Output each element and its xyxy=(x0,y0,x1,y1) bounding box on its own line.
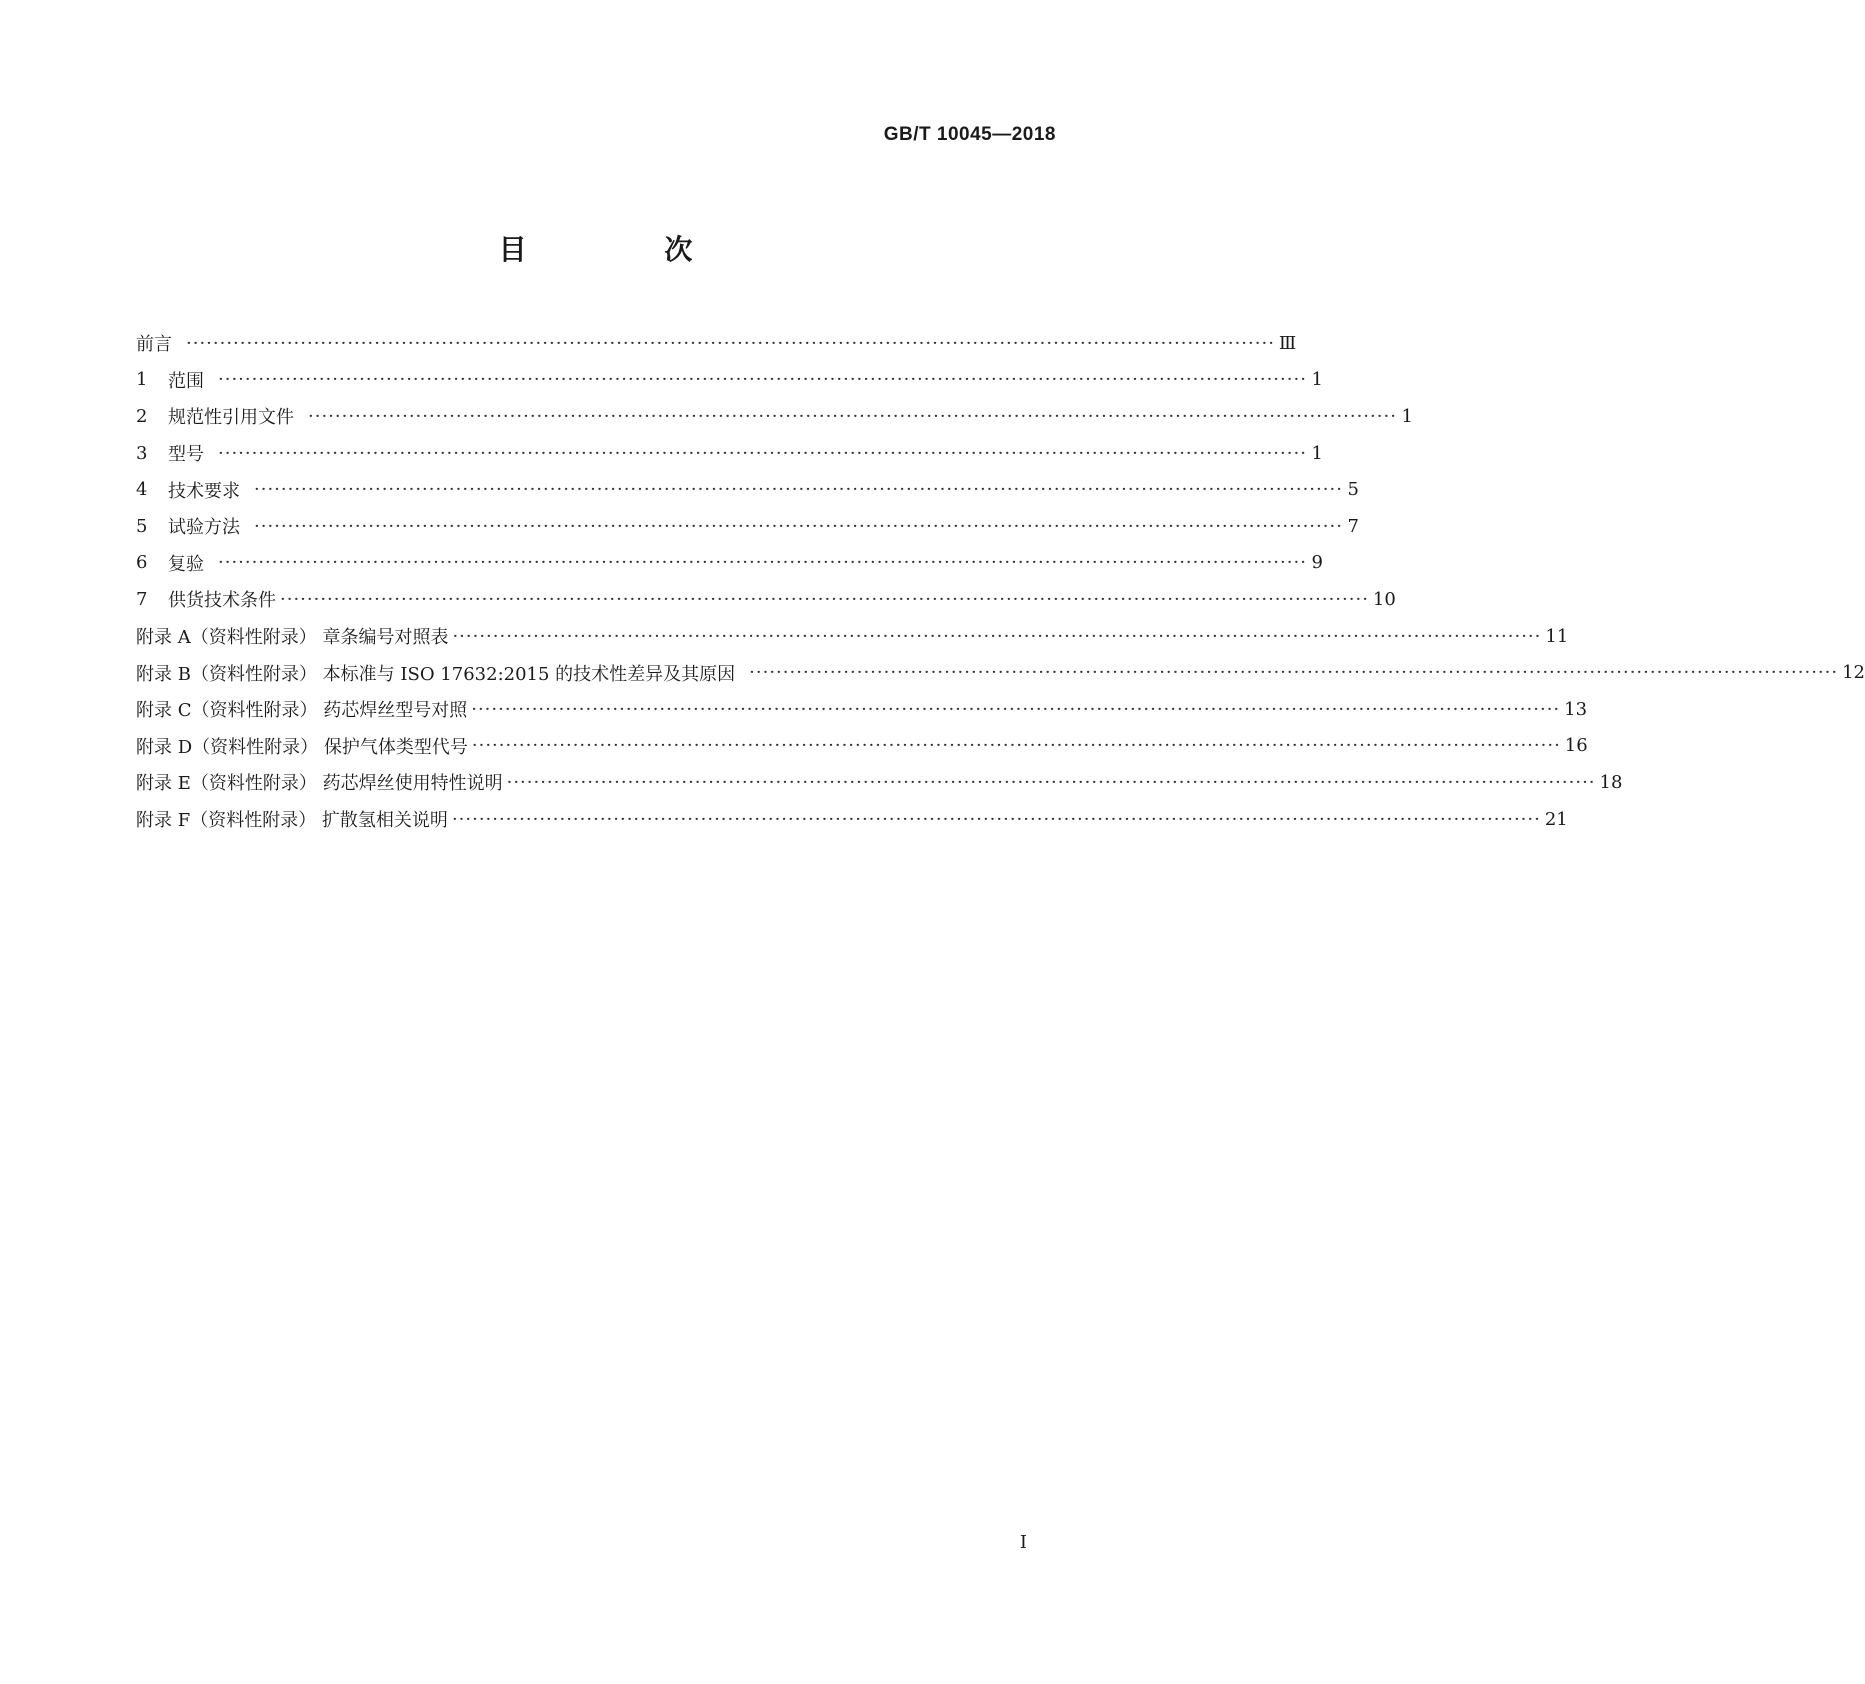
table-of-contents xyxy=(136,325,1865,837)
toc-entry-annex-e[interactable] xyxy=(136,764,1623,801)
toc-entry-label: 范围 xyxy=(168,370,204,392)
toc-entry-label: 附录 B（资料性附录） 本标准与 ISO 17632:2015 的技术性差异及其原因 xyxy=(136,663,736,685)
toc-entry-label: 附录 E（资料性附录） 药芯焊丝使用特性说明 xyxy=(136,773,503,795)
toc-entry-normative-references[interactable] xyxy=(136,398,1413,435)
toc-entry-label: 附录 A（资料性附录） 章条编号对照表 xyxy=(136,627,449,649)
toc-entry-number: 6 xyxy=(136,552,148,574)
toc-entry-page: 11 xyxy=(1545,625,1569,647)
toc-entry-test-methods[interactable] xyxy=(136,508,1359,545)
toc-leader-dots: ·································································································································································· xyxy=(218,442,1307,464)
toc-entry-label: 附录 F（资料性附录） 扩散氢相关说明 xyxy=(136,810,448,832)
toc-leader-dots: ·································································································································································· xyxy=(254,515,1343,537)
toc-entry-label: 试验方法 xyxy=(168,517,240,539)
standard-code: GB/T 10045—2018 xyxy=(883,124,1056,145)
toc-leader-dots: ·································································································································································· xyxy=(451,808,1541,830)
toc-leader-dots: ·································································································································································· xyxy=(218,552,1307,574)
toc-entry-foreword[interactable] xyxy=(136,325,1297,362)
toc-entry-page: Ⅲ xyxy=(1278,332,1297,354)
toc-entry-model[interactable] xyxy=(136,435,1323,472)
toc-entry-retest[interactable] xyxy=(136,545,1323,582)
toc-entry-number: 7 xyxy=(136,588,148,610)
toc-entry-page: 9 xyxy=(1311,552,1323,574)
toc-entry-supply-conditions[interactable] xyxy=(136,581,1396,618)
toc-leader-dots: ·································································································································································· xyxy=(308,405,1397,427)
page-title: 目 次 xyxy=(498,233,757,266)
toc-entry-label: 供货技术条件 xyxy=(168,590,276,612)
toc-entry-page: 5 xyxy=(1347,479,1359,501)
toc-entry-annex-b[interactable] xyxy=(136,654,1865,691)
toc-leader-dots: ·································································································································································· xyxy=(749,662,1839,684)
toc-entry-number: 1 xyxy=(136,369,148,391)
toc-entry-annex-a[interactable] xyxy=(136,618,1569,655)
toc-entry-annex-f[interactable] xyxy=(136,801,1568,838)
toc-leader-dots: ·································································································································································· xyxy=(506,771,1596,793)
toc-entry-label: 附录 D（资料性附录） 保护气体类型代号 xyxy=(136,736,468,758)
toc-leader-dots: ·································································································································································· xyxy=(471,735,1561,757)
toc-entry-number: 4 xyxy=(136,479,148,501)
toc-leader-dots: ·································································································································································· xyxy=(186,332,1275,354)
toc-entry-label: 复验 xyxy=(168,553,204,575)
toc-entry-label: 规范性引用文件 xyxy=(168,407,294,429)
toc-leader-dots: ·································································································································································· xyxy=(254,479,1343,501)
toc-entry-page: 12 xyxy=(1842,662,1865,684)
toc-entry-page: 1 xyxy=(1311,442,1323,464)
toc-entry-number: 3 xyxy=(136,442,148,464)
toc-entry-page: 16 xyxy=(1564,735,1588,757)
toc-entry-annex-d[interactable] xyxy=(136,728,1588,765)
toc-entry-page: 10 xyxy=(1372,588,1396,610)
toc-entry-page: 7 xyxy=(1347,515,1359,537)
toc-leader-dots: ·································································································································································· xyxy=(218,369,1307,391)
toc-entry-page: 21 xyxy=(1544,808,1568,830)
toc-leader-dots: ·································································································································································· xyxy=(471,698,1561,720)
toc-entry-label: 技术要求 xyxy=(168,480,240,502)
toc-entry-scope[interactable] xyxy=(136,362,1323,399)
toc-entry-annex-c[interactable] xyxy=(136,691,1588,728)
toc-leader-dots: ·································································································································································· xyxy=(452,625,1542,647)
toc-entry-technical-requirements[interactable] xyxy=(136,471,1359,508)
toc-entry-label: 前言 xyxy=(136,334,172,356)
toc-entry-number: 5 xyxy=(136,515,148,537)
toc-leader-dots: ·································································································································································· xyxy=(280,588,1369,610)
toc-entry-page: 13 xyxy=(1564,698,1588,720)
toc-entry-page: 18 xyxy=(1599,771,1623,793)
toc-entry-page: 1 xyxy=(1401,405,1413,427)
toc-entry-label: 附录 C（资料性附录） 药芯焊丝型号对照 xyxy=(136,700,468,722)
toc-entry-page: 1 xyxy=(1311,369,1323,391)
toc-entry-number: 2 xyxy=(136,405,148,427)
page-number: I xyxy=(1019,1532,1027,1553)
toc-entry-label: 型号 xyxy=(168,444,204,466)
